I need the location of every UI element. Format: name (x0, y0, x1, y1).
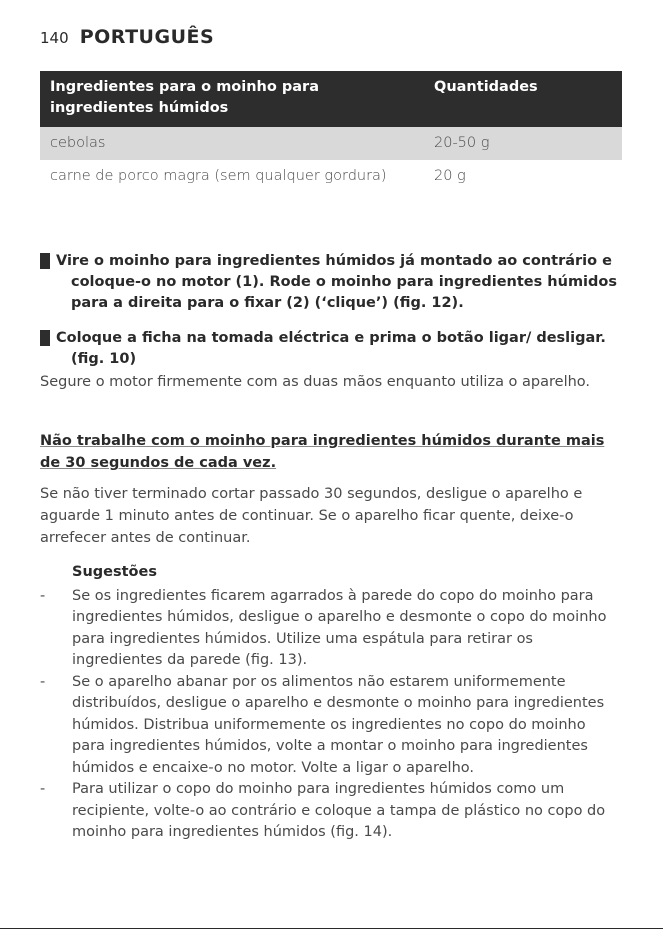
ingredients-table (40, 71, 622, 193)
table-header-row (40, 71, 622, 127)
table-cell-quantity: 20 g (434, 168, 466, 185)
page-header (40, 26, 214, 48)
tip-text: Se o aparelho abanar por os alimentos não estarem uniformemente distribuídos, desligue o aparelho e desmonte o moinho para ingredientes húmidos. Distribua uniformemente os ingredientes no copo do moinho para ingredientes húmidos, volte a montar o moinho para ingredientes húmidos e encaixe-o no motor. Volte a ligar o aparelho. (72, 673, 605, 776)
step-number: 2 (40, 253, 50, 269)
table-header-quantities: Quantidades (424, 71, 622, 127)
bullet-dash: - (40, 781, 46, 798)
table-row (40, 127, 622, 160)
bullet-dash: - (40, 673, 46, 690)
table-header-ingredients: Ingredientes para o moinho para ingredientes húmidos (40, 71, 424, 127)
tip-text: Para utilizar o copo do moinho para ingredientes húmidos como um recipiente, volte-o ao contrário e coloque a tampa de plástico no copo do moinho para ingredientes húmidos (fig. 14). (72, 781, 606, 840)
bullet-dash: - (40, 588, 46, 604)
tips-heading: Sugestões (72, 564, 157, 580)
warning-note: Não trabalhe com o moinho para ingredientes húmidos durante mais de 30 segundos de cada vez. (40, 433, 605, 472)
list-item (40, 672, 622, 779)
page-number: 140 (40, 29, 69, 47)
table-cell-quantity: 20-50 g (424, 127, 622, 160)
tips-list (40, 586, 622, 843)
step-text: Vire o moinho para ingredientes húmidos já montado ao contrário e coloque-o no motor (1). Rode o moinho para ingredientes húmidos para a direita para o fixar (2) (‘clique’) (fig. 12). (56, 253, 617, 312)
step-number: 3 (40, 330, 50, 346)
bottom-divider (0, 928, 663, 929)
table-cell-ingredient: cebolas (40, 127, 424, 160)
list-item (40, 779, 622, 843)
list-item (40, 586, 622, 672)
step-2 (14, 251, 622, 314)
step-3 (14, 328, 622, 370)
step-text: Coloque a ficha na tomada eléctrica e prima o botão ligar/ desligar. (fig. 10) (56, 330, 606, 368)
page-title: PORTUGUÊS (79, 26, 215, 48)
wait-instruction: Se não tiver terminado cortar passado 30 segundos, desligue o aparelho e aguarde 1 minuto antes de continuar. Se o aparelho ficar quente, deixe-o arrefecer antes de continuar. (40, 486, 583, 546)
table-cell-ingredient: carne de porco magra (sem qualquer gordura) (50, 168, 387, 185)
table-row (40, 160, 622, 193)
hold-instruction: Segure o motor firmemente com as duas mãos enquanto utiliza o aparelho. (40, 374, 591, 390)
tip-text: Se os ingredientes ficarem agarrados à parede do copo do moinho para ingredientes húmidos, desligue o aparelho e desmonte o copo do moinho para ingredientes húmidos. Utilize uma espátula para retirar os ingredientes da parede (fig. 13). (72, 588, 607, 669)
